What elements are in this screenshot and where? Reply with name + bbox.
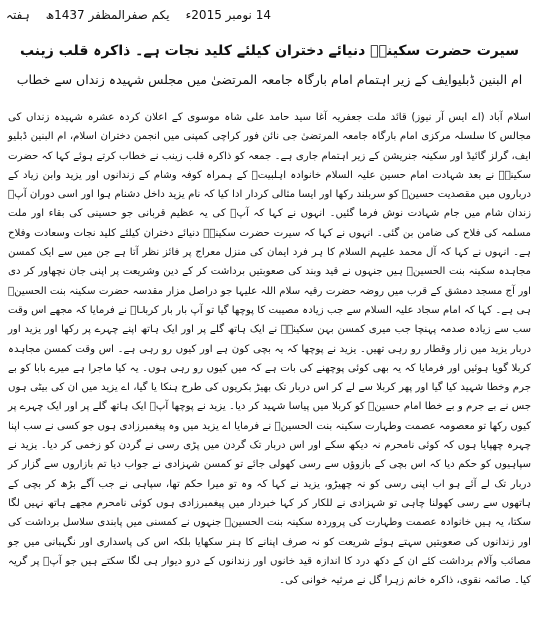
dateline-gregorian-date: 14 نومبر 2015ء — [185, 8, 271, 22]
article-body — [8, 108, 531, 590]
article-body-text: اسلام آباد (اے ایس آر نیوز) قائد ملت جعفریہ آغا سید حامد علی شاہ موسوی کے اعلان کردہ عشرہ شہیدہ زنداں کی مجالس کا سلسلہ مرکزی امام بارگاہ جامعہ المرتضیٰ جی نائن فور کراچی کمپنی میں انجمن دختران اسلام، ام البنین ڈبلیو ایف، گرلز گائیڈ اور سکینہ جنریشن کے زیر اہتمام جاری ہے۔ جمعہ کو ذاکرہ قلب زینب نے خطاب کرتے ہوئے کہا کہ حضرت سکینہؑ نے بعد شہادت امام حسین علیہ السلام خانوادہ اہلبیتؑ کے ہمراہ کوفہ وشام کے زندانوں اور یزید وابن زیاد کے درباروں میں مقصدیت حسینؑ کو سربلند رکھا اور ایسا مثالی کردار ادا کیا کہ نام یزید داخل دشنام ہوا اور اسی دوران آپؑ زندان شام میں جام شہادت نوش فرما گئیں۔ انہوں نے کہا کہ آپؑ کی یہ عظیم قربانی جو حسینی کی بقاء اور ملت مسلمہ کی فلاح کی ضامن بن گئی۔ انہوں نے کہا کہ سیرت حضرت سکینہؑ دنیائے دختران کیلئے کلید نجات وسعادت وفلاح ہے۔ انہوں نے کہا کہ آل محمد علیہم السلام کا ہر فرد ایمان کی منزل معراج پر فائز نظر آتا ہے جن میں سے ایک کمسن مجاہدہ سکینہ بنت الحسینؑ ہیں جنہوں نے قید وبند کی صعوبتیں برداشت کر کے دین وشریعت پر اپنی جان نچھاور کر دی اور آج مسجد دمشق کے قرب میں روضہ حضرت رقیہ سلام اللہ علیہا جو دراصل مزار مقدسہ حضرت سکینہ بنت الحسینؑ ہی ہے۔ کہا کہ امام سجاد علیہ السلام سے جب زیادہ مصیبت کا پوچھا گیا تو آپ بار بار کربلاؑ نے فرمایا کہ مجھے اس وقت سب سے زیادہ صدمہ پہنچا جب میری کمسن بہن سکینہؑ نے ایک ہاتھ گلے پر اور ایک ہاتھ اپنے چہرے پر رکھا اور یزید اور دربار یزید میں زار وقطار رو رہی تھیں۔ یزید نے پوچھا کہ یہ بچی کون ہے اور کیوں رو رہی ہے۔ اس وقت کمسن مجاہدہ کربلا گویا ہوئیں اور فرمایا کہ یہ بھی کوئی پوچھنے کی بات ہے کہ میں کیوں رو رہی ہوں۔ یہ کیا ماجرا ہے میرے بابا کو بے جرم وخطا شہید کیا گیا اور پھر کربلا سے لے کر اس دربار تک بھیڑ بکریوں کی طرح ہنکا یا گیا، اے یزید میں ان کی بیٹی ہوں جس نے بے جرم و بے خطا امام حسینؑ کو کربلا میں پیاسا شہید کر دیا۔ یزید نے پوچھا آپؑ ایک ہاتھ گلے پر اور ایک چہرے پر کیوں رکھا تو معصومہ عصمت وطہارت سکینہ بنت الحسینؑ نے فرمایا اے یزید میں وہ پیغمبرزادی ہوں جو کسی نے سب اپنا چہرہ چھپایا ہوں کہ کوئی نامحرم نہ دیکھ سکے اور اس دربار تک گردن میں پڑی رسی نے گردن کو زخمی کر دیا۔ یزید نے سپاہیوں کو حکم دیا کہ اس بچی کے بازوؤں سے رسی کھولی جائے تو کمسن شہزادی نے جواب دیا تم بازاروں سے گزار کر دربار تک لے آئے ہو اب اپنی رسی کو نہ چھیڑو، یزید نے کہا کہ وہ تو میرا حکم تھا، سپاہی نے جب آگے بڑھ کر بچی کے ہاتھوں سے رسی کھولنا چاہی تو شہزادی نے للکار کر کہا خبردار میں پیغمبرزادی ہوں کوئی نامحرم مجھے ہاتھ نہیں لگا سکتا، یہ ہیں خانوادہ عصمت وطہارت کی پروردہ سکینہ بنت الحسینؑ جنہوں نے کمسنی میں پابندی سلاسل برداشت کی اور زندانوں کی صعوبتیں سہتے ہوئے شریعت کو نہ صرف اپنانے کا ہنر سکھایا بلکہ اس کی پاسداری اور نگہبانی میں جو مصائب وآلام برداشت کئے ان کے دکھ درد کا اندازہ قید خانوں اور زندانوں کے درو دیوار ہی لگا سکتے ہیں جو آپؑ پر گریہ کیا۔ صائمہ نقوی، ذاکرہ خانم زہرا گل نے مرثیہ خوانی کی۔ — [8, 112, 531, 587]
dateline — [6, 6, 531, 24]
article-headline: سیرت حضرت سکینہؑ دنیائے دختران کیلئے کلید نجات ہے۔ ذاکرہ قلب زینب — [19, 43, 519, 59]
article-subheadline: ام البنین ڈبلیوایف کے زیر اہتمام امام بارگاہ جامعہ المرتضیٰ میں مجلس شہیدہ زنداں سے خطاب — [16, 72, 523, 87]
dateline-day: ہفتہ — [6, 8, 30, 22]
dateline-hijri-date: یکم صفرالمظفر 1437ھ — [45, 8, 170, 22]
